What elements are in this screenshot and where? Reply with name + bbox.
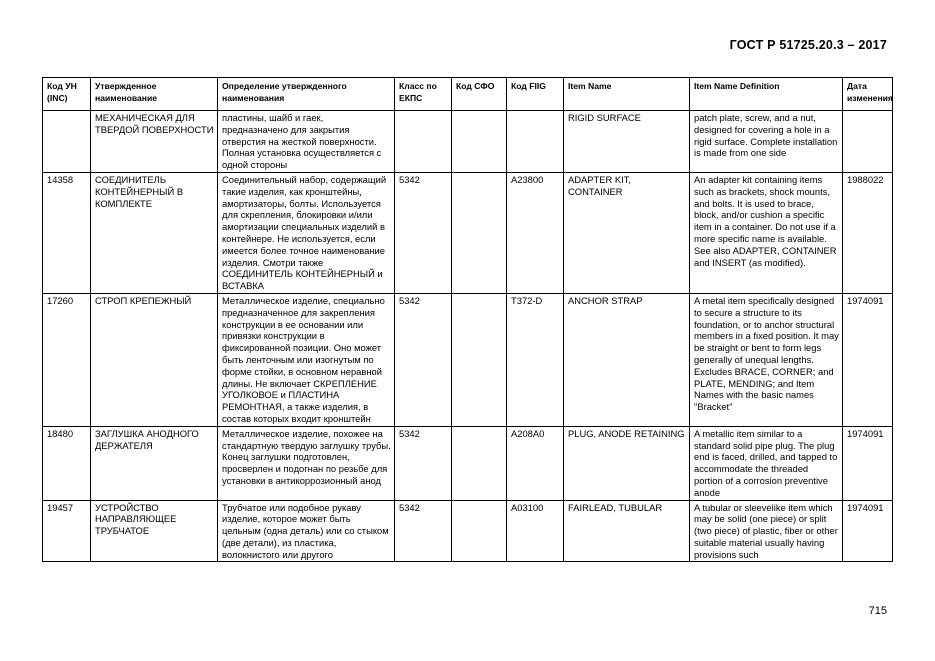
cell-item-name-definition: A tubular or sleevelike item which may be solid (one piece) or split (two piece) of plastic, fiber or other suitable material usually having provisions such [690, 500, 843, 562]
cell-fiig-code: A208A0 [507, 426, 564, 500]
cell-approved-name: СОЕДИНИТЕЛЬ КОНТЕЙНЕРНЫЙ В КОМПЛЕКТЕ [91, 172, 218, 293]
cell-fiig-code: A03100 [507, 500, 564, 562]
cell-item-name-definition: A metallic item similar to a standard solid pipe plug. The plug end is faced, drilled, and tapped to accommodate the threaded portion of a corrosion preventive anode [690, 426, 843, 500]
cell-item-name-definition: patch plate, screw, and a nut, designed for covering a hole in a rigid surface. Complete installation is made from one side [690, 111, 843, 173]
cell-definition: Металлическое изделие, специально предназначенное для закрепления конструкции в ее основании или привязки конструкции в фиксированной позиции. Оно может быть ленточным или изогнутым по форме стойки, в основном неравной длины. Не включает СКРЕПЛЕНИЕ УГОЛКОВОЕ и ПЛАСТИНА РЕМОНТНАЯ, а также изделия, в состав которых входит кронштейн [218, 293, 395, 426]
cell-definition: Металлическое изделие, похожее на стандартную твердую заглушку трубы. Конец заглушки подготовлен, просверлен и подогнан по резьбе для установки в антикоррозионный анод [218, 426, 395, 500]
table-row [43, 426, 893, 500]
cell-item-name: RIGID SURFACE [564, 111, 690, 173]
cell-ekps-class: 5342 [395, 293, 452, 426]
cell-inc [43, 111, 91, 173]
cell-ekps-class: 5342 [395, 426, 452, 500]
cell-inc: 19457 [43, 500, 91, 562]
cell-approved-name: СТРОП КРЕПЕЖНЫЙ [91, 293, 218, 426]
cell-definition: Соединительный набор, содержащий такие изделия, как кронштейны, амортизаторы, болты. Используется для скрепления, блокировки и/или амортизации специальных изделий в контейнере. Не используется, если имеется более точное наименование изделия. Смотри также СОЕДИНИТЕЛЬ КОНТЕЙНЕРНЫЙ и ВСТАВКА [218, 172, 395, 293]
table-header-row [43, 78, 893, 111]
cell-item-name-definition: An adapter kit containing items such as brackets, shock mounts, and bolts. It is used to brace, block, and/or cushion a specific item in a container. Do not use if a more specific name is available. See also ADAPTER, CONTAINER and INSERT (as modified). [690, 172, 843, 293]
cell-change-date [843, 111, 893, 173]
cell-definition: пластины, шайб и гаек, предназначено для закрытия отверстия на жесткой поверхности. Полная установка осуществляется с одной стороны [218, 111, 395, 173]
cell-fiig-code [507, 111, 564, 173]
cell-change-date: 1974091 [843, 293, 893, 426]
cell-sfo-code [452, 172, 507, 293]
cell-inc: 18480 [43, 426, 91, 500]
cell-ekps-class: 5342 [395, 500, 452, 562]
header-item-name-definition: Item Name Definition [690, 78, 843, 111]
cell-sfo-code [452, 111, 507, 173]
cell-approved-name: УСТРОЙСТВО НАПРАВЛЯЮЩЕЕ ТРУБЧАТОЕ [91, 500, 218, 562]
cell-change-date: 1988022 [843, 172, 893, 293]
table-row [43, 500, 893, 562]
cell-fiig-code: A23800 [507, 172, 564, 293]
cell-inc: 14358 [43, 172, 91, 293]
header-sfo-code: Код СФО [452, 78, 507, 111]
cell-item-name-definition: A metal item specifically designed to secure a structure to its foundation, or to anchor structural members in a fixed position. It may be straight or bent to form legs generally of unequal lengths. Excludes BRACE, CORNER; and PLATE, MENDING; and Item Names with the basic names "Bracket" [690, 293, 843, 426]
cell-fiig-code: T372-D [507, 293, 564, 426]
header-item-name: Item Name [564, 78, 690, 111]
cell-ekps-class: 5342 [395, 172, 452, 293]
header-definition: Определение утвержденного наименования [218, 78, 395, 111]
header-ekps-class: Класс по ЕКПС [395, 78, 452, 111]
cell-item-name: PLUG, ANODE RETAINING [564, 426, 690, 500]
cell-item-name: ADAPTER KIT, CONTAINER [564, 172, 690, 293]
cell-sfo-code [452, 293, 507, 426]
header-fiig-code: Код FIIG [507, 78, 564, 111]
cell-approved-name: МЕХАНИЧЕСКАЯ ДЛЯ ТВЕРДОЙ ПОВЕРХНОСТИ [91, 111, 218, 173]
table-row [43, 172, 893, 293]
cell-item-name: ANCHOR STRAP [564, 293, 690, 426]
header-approved-name: Утвержденное наименование [91, 78, 218, 111]
cell-change-date: 1974091 [843, 500, 893, 562]
table-row [43, 111, 893, 173]
cell-item-name: FAIRLEAD, TUBULAR [564, 500, 690, 562]
document-code: ГОСТ Р 51725.20.3 – 2017 [729, 38, 887, 52]
page-number: 715 [868, 605, 887, 617]
cell-sfo-code [452, 426, 507, 500]
header-change-date: Дата изменения [843, 78, 893, 111]
cell-definition: Трубчатое или подобное рукаву изделие, которое может быть цельным (одна деталь) или со стыком (две детали), из пластика, волокнистого или другого [218, 500, 395, 562]
cell-ekps-class [395, 111, 452, 173]
catalog-table [42, 77, 893, 562]
cell-approved-name: ЗАГЛУШКА АНОДНОГО ДЕРЖАТЕЛЯ [91, 426, 218, 500]
header-inc: Код УН (INC) [43, 78, 91, 111]
cell-change-date: 1974091 [843, 426, 893, 500]
table-row [43, 293, 893, 426]
cell-sfo-code [452, 500, 507, 562]
cell-inc: 17260 [43, 293, 91, 426]
